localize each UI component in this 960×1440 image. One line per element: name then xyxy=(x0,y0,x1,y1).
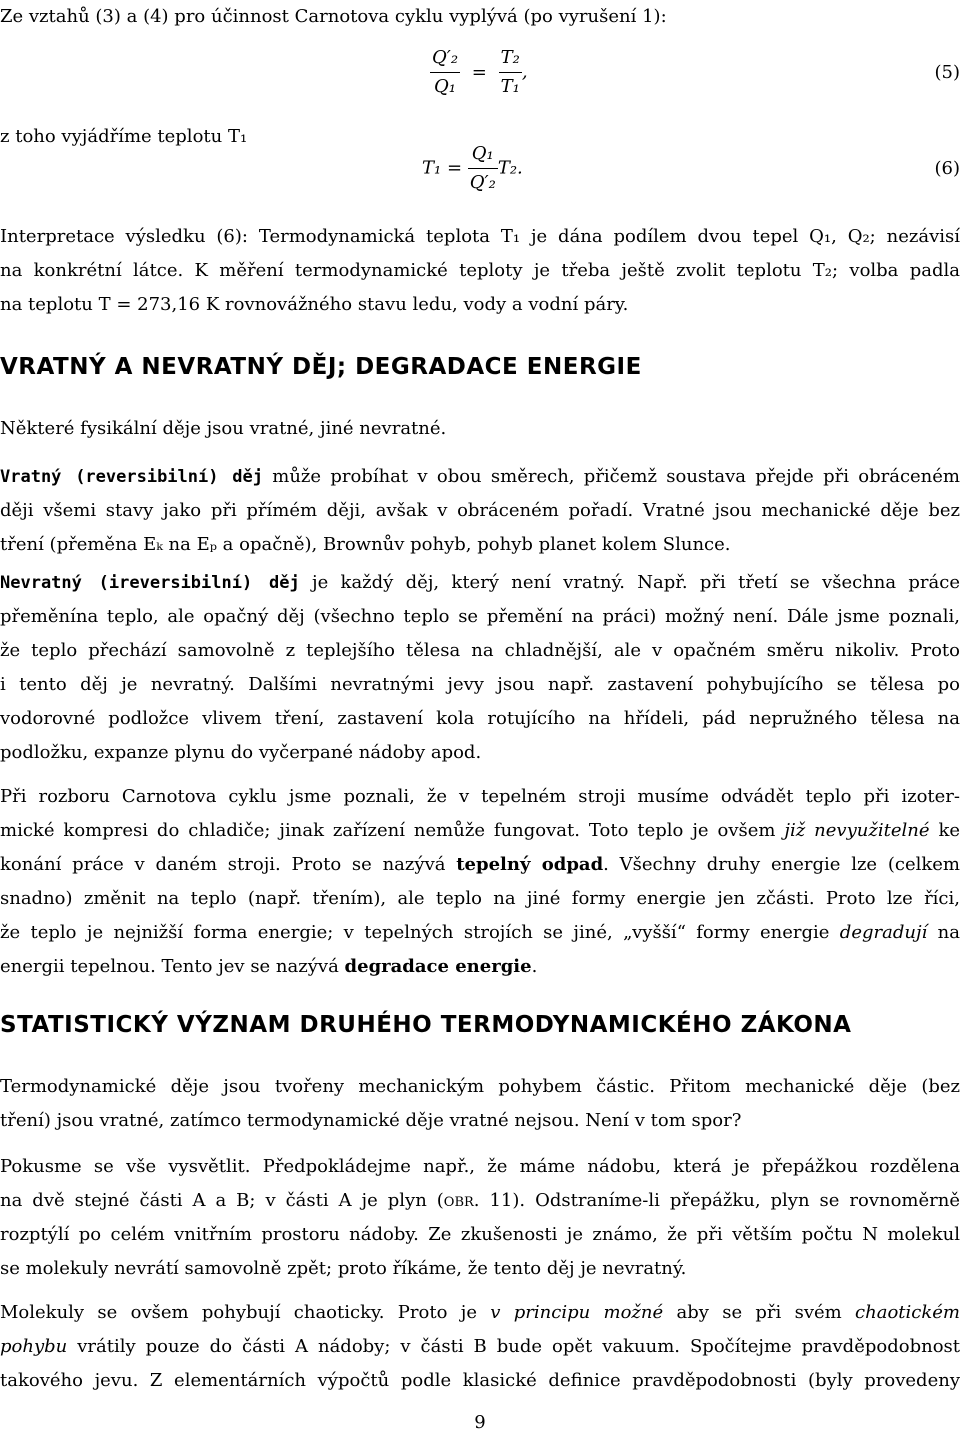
s1-p1: Některé fysikální děje jsou vratné, jiné nevratné. xyxy=(0,418,447,439)
s2-p3-line3: takového jevu. Z elementárních výpočtů podle klasické definice pravděpodobnosti (byly provedeny xyxy=(0,1370,960,1391)
s1-p4-line1: Při rozboru Carnotova cyklu jsme poznali, že v tepelném stroji musíme odvádět teplo při izoter- xyxy=(0,786,960,807)
s1-p2-line2: ději všemi stavy jako při přímém ději, avšak v obráceném pořadí. Vratné jsou mechanické děje bez xyxy=(0,500,960,521)
s2-p2-line4: se molekuly nevrátí samovolně zpět; proto říkáme, že tento děj je nevratný. xyxy=(0,1258,687,1279)
para1-line3: na teplotu T = 273,16 K rovnovážného stavu ledu, vody a vodní páry. xyxy=(0,294,629,315)
s2-p1-line2: tření) jsou vratné, zatímco termodynamické děje vratné nejsou. Není v tom spor? xyxy=(0,1110,742,1131)
s1-p3-line3: že teplo přechází samovolně z teplejšího tělesa na chladnější, ale v opačném směru nikoliv. Proto xyxy=(0,640,960,661)
intro-text: Ze vztahů (3) a (4) pro účinnost Carnotova cyklu vyplývá (po vyrušení 1): xyxy=(0,6,667,27)
s1-p3-line4: i tento děj je nevratný. Dalšími nevratnými jevy jsou např. zastavení pohybujícího se tělesa po xyxy=(0,674,960,695)
s2-p3-line1: Molekuly se ovšem pohybují chaoticky. Proto je v principu možné aby se při svém chaotickém xyxy=(0,1302,960,1323)
eq5-rhs-num: T₂ xyxy=(499,44,522,73)
term-reversible: Vratný (reversibilní) děj xyxy=(0,467,263,487)
term-heat-waste: tepelný odpad xyxy=(456,854,604,875)
eq6-label: (6) xyxy=(934,158,960,179)
eq5-lhs-num: Q′₂ xyxy=(430,44,460,73)
para1-line1: Interpretace výsledku (6): Termodynamická teplota T₁ je dána podílem dvou tepel Q₁, Q₂; nezávisí xyxy=(0,226,960,247)
s1-p2-line1: Vratný (reversibilní) děj může probíhat v obou směrech, přičemž soustava přejde při obráceném xyxy=(0,466,960,487)
equation-5: $\frac{\text{Q′₂}}{\text{Q₁}}$ = $\frac{\text{T₂}}{\text{T₁}}$ , xyxy=(430,44,528,101)
s1-p3-line6: podložku, expanze plynu do vyčerpané nádoby apod. xyxy=(0,742,482,763)
equation-6 xyxy=(422,140,523,197)
s2-p2-line3: rozptýlí po celém vnitřním prostoru nádoby. Ze zkušenosti je známo, že při větším počtu N molekul xyxy=(0,1224,960,1245)
section-heading-reversible: VRATNÝ A NEVRATNÝ DĚJ; DEGRADACE ENERGIE xyxy=(0,354,642,380)
s2-p3-line2: pohybu vrátily pouze do části A nádoby; v části B bude opět vakuum. Spočítejme pravděpodobnost xyxy=(0,1336,960,1357)
s2-p1-line1: Termodynamické děje jsou tvořeny mechanickým pohybem částic. Přitom mechanické děje (bez xyxy=(0,1076,960,1097)
s1-p4-line5: že teplo je nejnižší forma energie; v tepelných strojích se jiné, „vyšší“ formy energie degradují na xyxy=(0,922,960,943)
s1-p4-line3: konání práce v daném stroji. Proto se nazývá tepelný odpad. Všechny druhy energie lze (celkem xyxy=(0,854,960,875)
s1-p4-line4: snadno) změnit na teplo (např. třením), ale teplo na jiné formy energie jen zčásti. Proto lze říci, xyxy=(0,888,960,909)
page-number: 9 xyxy=(474,1412,486,1433)
s2-p2-line1: Pokusme se vše vysvětlit. Předpokládejme např., že máme nádobu, která je přepážkou rozdělena xyxy=(0,1156,960,1177)
eq6-den: Q′₂ xyxy=(469,172,496,193)
eq6-lhs: T₁ = xyxy=(422,157,463,179)
eq5-label: (5) xyxy=(934,62,960,83)
term-irreversible: Nevratný (ireversibilní) děj xyxy=(0,573,300,593)
s1-p2-line3: tření (přeměna Eₖ na Eₚ a opačně), Brownův pohyb, pohyb planet kolem Slunce. xyxy=(0,534,731,555)
eq5-lhs-den: Q₁ xyxy=(434,76,457,97)
s1-p4-line2: mické kompresi do chladiče; jinak zařízení nemůže fungovat. Toto teplo je ovšem již nevyužitelné ke xyxy=(0,820,960,841)
s1-p3-line1: Nevratný (ireversibilní) děj je každý děj, který není vratný. Např. při třetí se všechna práce xyxy=(0,572,960,593)
eq6-num: Q₁ xyxy=(468,140,498,169)
eq5-rhs-den: T₁ xyxy=(500,76,520,97)
s2-p2-line2: na dvě stejné části A a B; v části A je plyn (obr. 11). Odstraníme-li přepážku, plyn se rovnoměrně xyxy=(0,1190,960,1211)
term-energy-degradation: degradace energie xyxy=(344,956,532,977)
s1-p3-line2: přeměnína teplo, ale opačný děj (všechno teplo se přemění na práci) možný není. Dále jsme poznali, xyxy=(0,606,960,627)
s1-p4-line6: energii tepelnou. Tento jev se nazývá degradace energie. xyxy=(0,956,538,977)
figure-reference: obr xyxy=(443,1190,474,1211)
s1-p3-line5: vodorovné podložce vlivem tření, zastavení kola rotujícího na hřídeli, pád nepružného tělesa na xyxy=(0,708,960,729)
section-heading-statistical: STATISTICKÝ VÝZNAM DRUHÉHO TERMODYNAMICKÉHO ZÁKONA xyxy=(0,1012,852,1038)
express-text: z toho vyjádříme teplotu T₁ xyxy=(0,126,248,147)
para1-line2: na konkrétní látce. K měření termodynamické teploty je třeba ještě zvolit teplotu T₂; volba padla xyxy=(0,260,960,281)
eq6-tail: T₂. xyxy=(497,157,523,179)
